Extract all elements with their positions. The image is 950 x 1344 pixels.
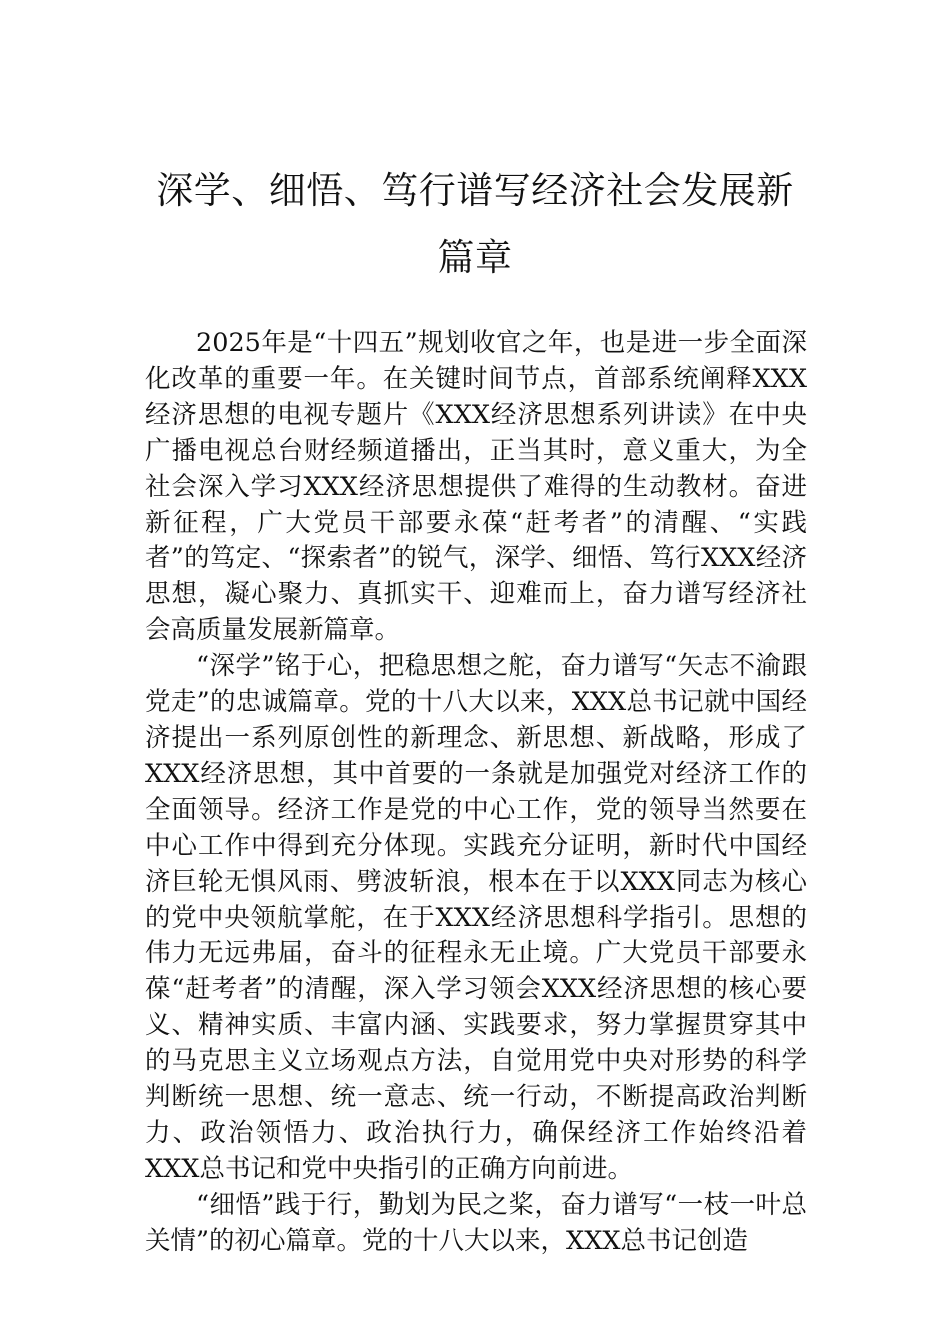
- paragraph-careful-understanding: “细悟”践于行，勤划为民之桨，奋力谱写“一枝一叶总关情”的初心篇章。党的十八大以来，XXX总书记创造: [145, 1189, 807, 1256]
- document-body: [145, 326, 807, 1260]
- paragraph-deep-study: “深学”铭于心，把稳思想之舵，奋力谱写“矢志不渝跟党走”的忠诚篇章。党的十八大以来，XXX总书记就中国经济提出一系列原创性的新理念、新思想、新战略，形成了XXX经济思想，其中首要的一条就是加强党对经济工作的全面领导。经济工作是党的中心工作，党的领导当然要在中心工作中得到充分体现。实践充分证明，新时代中国经济巨轮无惧风雨、劈波斩浪，根本在于以XXX同志为核心的党中央领航掌舵，在于XXX经济思想科学指引。思想的伟力无远弗届，奋斗的征程永无止境。广大党员干部要永葆“赶考者”的清醒，深入学习领会XXX经济思想的核心要义、精神实质、丰富内涵、实践要求，努力掌握贯穿其中的马克思主义立场观点方法，自觉用党中央对形势的科学判断统一思想、统一意志、统一行动，不断提高政治判断力、政治领悟力、政治执行力，确保经济工作始终沿着XXX总书记和党中央指引的正确方向前进。: [145, 651, 807, 1184]
- document-title: 深学、细悟、笃行谱写经济社会发展新篇章: [156, 169, 794, 279]
- paragraph-intro: 2025年是“十四五”规划收官之年，也是进一步全面深化改革的重要一年。在关键时间节点，首部系统阐释XXX经济思想的电视专题片《XXX经济思想系列讲读》在中央广播电视总台财经频道播出，正当其时，意义重大，为全社会深入学习XXX经济思想提供了难得的生动教材。奋进新征程，广大党员干部要永葆“赶考者”的清醒、“实践者”的笃定、“探索者”的锐气，深学、细悟、笃行XXX经济思想，凝心聚力、真抓实干、迎难而上，奋力谱写经济社会高质量发展新篇章。: [145, 328, 807, 646]
